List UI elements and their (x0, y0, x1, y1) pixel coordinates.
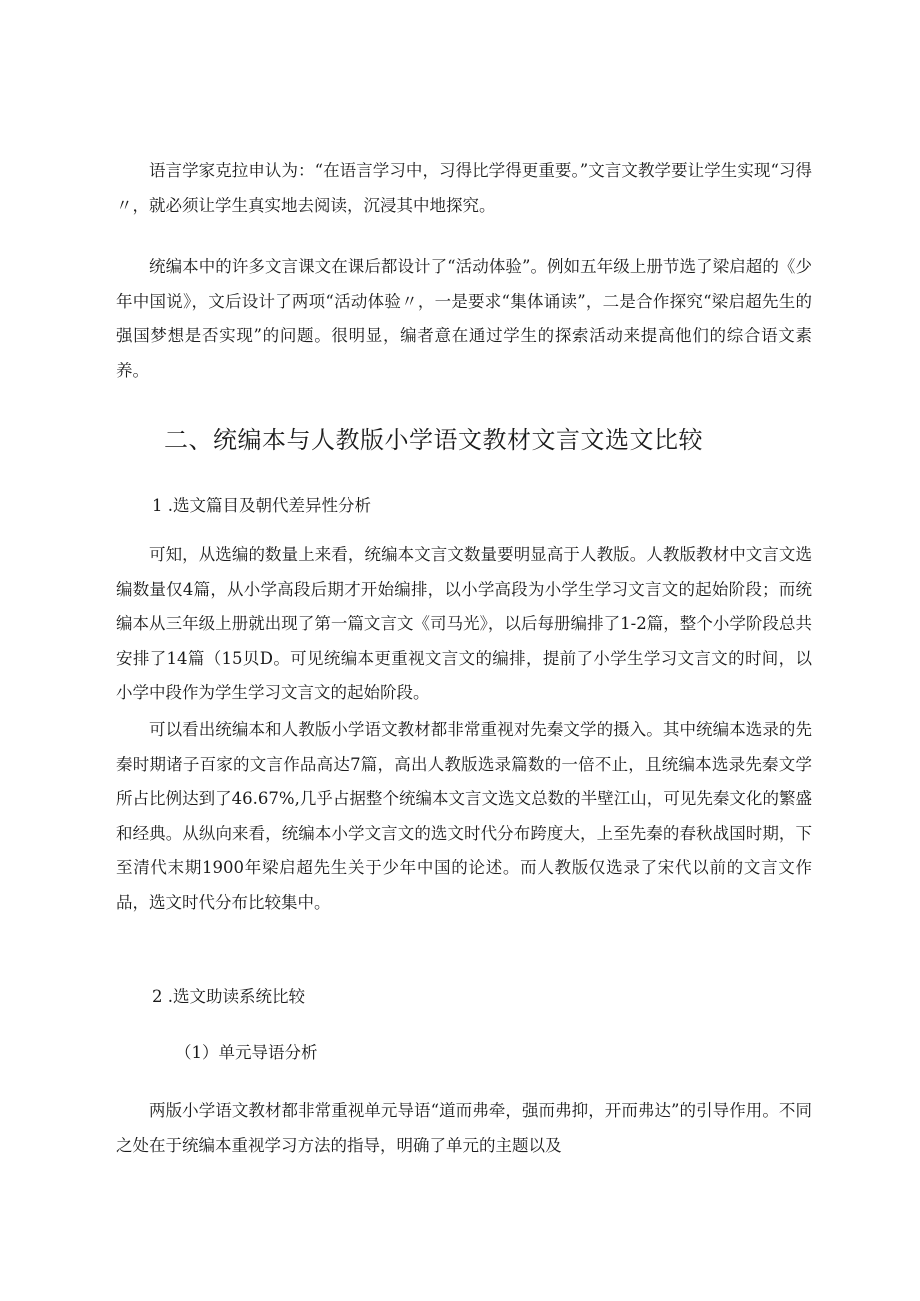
subheading-unit-guide: （1）单元导语分析 (175, 1043, 318, 1062)
paragraph-unit-guide-analysis: 两版小学语文教材都非常重视单元导语“道而弗牵，强而弗抑，开而弗达”的引导作用。不同之处在于统编本重视学习方法的指导，明确了单元的主题以及 (116, 1101, 812, 1155)
subheading-selection-analysis: 1 .选文篇目及朝代差异性分析 (152, 496, 371, 515)
paragraph-dynasty-distribution: 可以看出统编本和人教版小学语文教材都非常重视对先秦文学的摄入。其中统编本选录的先秦时期诸子百家的文言作品高达7篇，高出人教版选录篇数的一倍不止，且统编本选录先秦文学所占比例达到了46.67%,几乎占据整个统编本文言文选文总数的半壁江山，可见先秦文化的繁盛和经典。从纵向来看，统编本小学文言文的选文时代分布跨度大，上至先秦的春秋战国时期，下至清代末期1900年梁启超先生关于少年中国的论述。而人教版仅选录了宋代以前的文言文作品，选文时代分布比较集中。 (116, 720, 812, 912)
section-title: 二、统编本与人教版小学语文教材文言文选文比较 (164, 426, 703, 454)
subheading-reading-aid-system: 2 .选文助读系统比较 (152, 987, 305, 1006)
paragraph-activity-experience: 统编本中的许多文言课文在课后都设计了“活动体验”。例如五年级上册节选了梁启超的《少年中国说》，文后设计了两项“活动体验〃，一是要求“集体诵读”，二是合作探究“梁启超先生的强国梦想是否实现”的问题。很明显，编者意在通过学生的探索活动来提高他们的综合语文素养。 (116, 257, 812, 380)
paragraph-krashen-quote: 语言学家克拉申认为：“在语言学习中，习得比学得更重要。”文言文教学要让学生实现“习得〃，就必须让学生真实地去阅读，沉浸其中地探究。 (116, 161, 812, 215)
paragraph-quantity-comparison: 可知，从选编的数量上来看，统编本文言文数量要明显高于人教版。人教版教材中文言文选编数量仅4篇，从小学高段后期才开始编排，以小学高段为小学生学习文言文的起始阶段；而统编本从三年级上册就出现了第一篇文言文《司马光》，以后每册编排了1-2篇，整个小学阶段总共安排了14篇（15贝D。可见统编本更重视文言文的编排，提前了小学生学习文言文的时间，以小学中段作为学生学习文言文的起始阶段。 (116, 545, 812, 702)
